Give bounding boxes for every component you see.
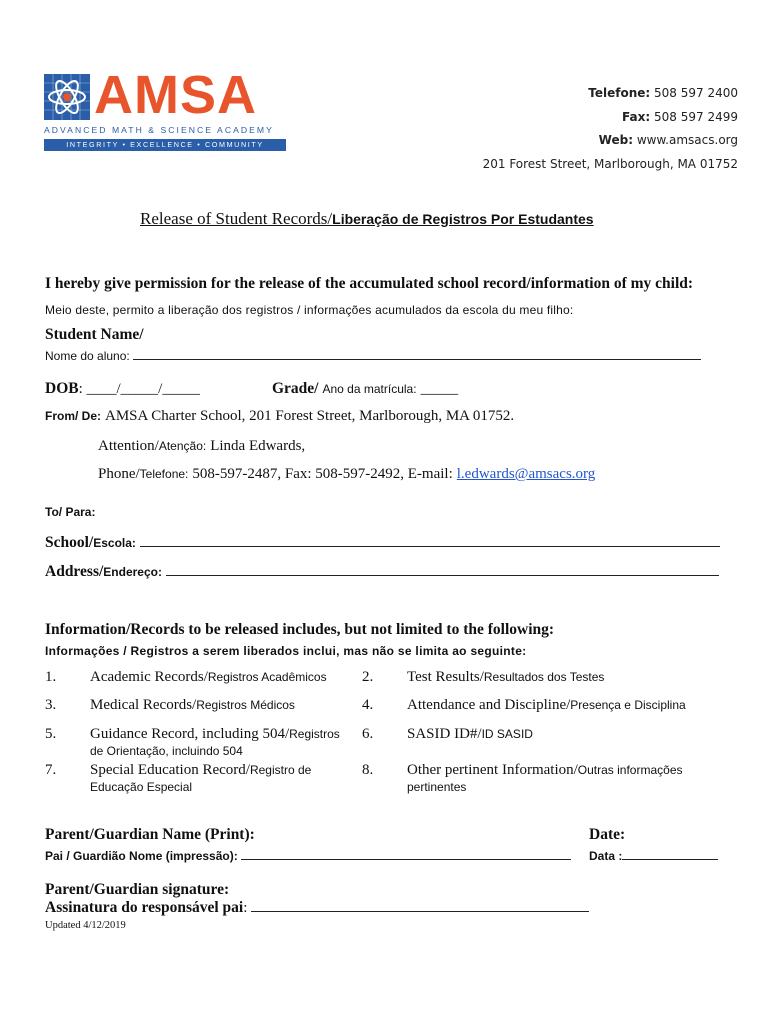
guardian-name-field[interactable] xyxy=(241,847,571,860)
date-row xyxy=(589,847,718,863)
atom-logo-icon xyxy=(44,74,90,120)
school-field[interactable] xyxy=(140,534,720,547)
record-label-en: Other pertinent Information/ xyxy=(407,762,578,778)
contact-fax xyxy=(483,106,738,130)
record-item xyxy=(362,761,683,794)
school-label-pt: Escola: xyxy=(93,536,136,550)
page-title xyxy=(140,209,594,229)
record-item xyxy=(45,761,312,794)
phone-label-en: Phone/ xyxy=(98,466,140,482)
guardian-name-label-pt: Pai / Guardião Nome (impressão): xyxy=(45,849,238,863)
signature-row: Assinatura do responsável pai: xyxy=(45,899,589,917)
logo-wordmark: AMSA xyxy=(94,65,257,125)
record-label-pt: Resultados dos Testes xyxy=(483,670,605,684)
grade-field[interactable]: _____ xyxy=(420,381,459,397)
phone-row xyxy=(98,465,595,483)
record-label-pt: Registro de xyxy=(249,763,312,777)
record-label-en: Special Education Record/ xyxy=(90,762,250,778)
record-label-en: SASID ID#/ xyxy=(407,726,482,742)
record-item xyxy=(45,668,327,686)
address-field[interactable] xyxy=(166,563,719,576)
title-en: Release of Student Records/ xyxy=(140,209,333,228)
guardian-name-label-en: Parent/Guardian Name (Print): xyxy=(45,826,255,843)
record-number: 5. xyxy=(45,726,57,742)
attention-value: Linda Edwards, xyxy=(210,438,306,454)
logo-tagline: INTEGRITY • EXCELLENCE • COMMUNITY xyxy=(44,139,286,151)
record-label-pt: Presença e Disciplina xyxy=(570,698,686,712)
address-label-pt: Endereço: xyxy=(103,565,162,579)
signature-label-pt: Assinatura do responsável pai xyxy=(45,899,244,916)
contact-block xyxy=(483,82,738,176)
phone-fax-value: 508-597-2487, Fax: 508-597-2492, E-mail: xyxy=(192,466,453,482)
permission-en: I hereby give permission for the release of the accumulated school record/information of my child: xyxy=(45,275,694,292)
fax-value: 508 597 2499 xyxy=(654,109,738,124)
record-label-en: Test Results/ xyxy=(407,669,484,685)
record-number: 6. xyxy=(362,726,374,742)
record-item xyxy=(362,668,605,686)
from-value: AMSA Charter School, 201 Forest Street, Marlborough, MA 01752. xyxy=(105,408,515,424)
record-number: 4. xyxy=(362,697,374,713)
contact-phone xyxy=(483,82,738,106)
record-number: 1. xyxy=(45,669,57,685)
school-row xyxy=(45,534,720,552)
signature-field[interactable] xyxy=(251,899,589,912)
record-number: 2. xyxy=(362,669,374,685)
dob-row xyxy=(45,380,200,398)
fax-label: Fax: xyxy=(622,109,651,124)
web-value[interactable]: www.amsacs.org xyxy=(636,133,738,147)
from-row xyxy=(45,407,514,425)
contact-web xyxy=(483,129,738,153)
attention-row xyxy=(98,437,305,455)
contact-address: 201 Forest Street, Marlborough, MA 01752 xyxy=(482,156,738,171)
record-label-pt: Registros Médicos xyxy=(196,698,295,712)
record-label-en: Academic Records/ xyxy=(90,669,208,685)
web-label: Web: xyxy=(598,133,634,147)
record-label-pt-continued: de Orientação, incluindo 504 xyxy=(90,744,243,758)
address-label-en: Address/ xyxy=(45,563,104,580)
grade-label-pt: Ano da matrícula: xyxy=(322,382,417,396)
phone-value: 508 597 2400 xyxy=(654,86,738,100)
student-name-row xyxy=(45,347,701,363)
record-label-pt-continued: pertinentes xyxy=(407,780,467,794)
record-label-pt-continued: Educação Especial xyxy=(90,780,193,794)
attention-label-pt: Atenção: xyxy=(158,439,207,453)
record-label-en: Guidance Record, including 504/ xyxy=(90,726,290,742)
records-heading-pt: Informações / Registros a serem liberados inclui, mas não se limita ao seguinte: xyxy=(45,644,527,658)
grade-row xyxy=(272,380,458,398)
record-item xyxy=(45,725,340,758)
updated-date: Updated 4/12/2019 xyxy=(45,920,126,931)
address-row xyxy=(45,563,719,581)
student-name-label-pt: Nome do aluno: xyxy=(45,349,130,363)
phone-label: Telefone: xyxy=(588,86,651,100)
record-item xyxy=(45,696,295,714)
logo-subtitle: ADVANCED MATH & SCIENCE ACADEMY xyxy=(44,125,274,135)
record-label-en: Attendance and Discipline/ xyxy=(407,697,571,713)
amsa-logo xyxy=(44,65,290,156)
record-label-pt: Outras informações xyxy=(577,763,683,777)
student-name-field[interactable] xyxy=(133,347,701,360)
date-label-pt: Data : xyxy=(589,849,623,863)
permission-pt: Meio deste, permito a liberação dos registros / informações acumulados da escola du meu filho: xyxy=(45,303,574,317)
student-name-label-en: Student Name/ xyxy=(45,326,144,343)
signature-label-en: Parent/Guardian signature: xyxy=(45,881,230,898)
guardian-name-row xyxy=(45,847,571,863)
record-number: 7. xyxy=(45,762,57,778)
record-label-pt: Registros Acadêmicos xyxy=(207,670,327,684)
dob-label: DOB xyxy=(45,380,79,397)
record-number: 8. xyxy=(362,762,374,778)
record-item xyxy=(362,696,686,714)
record-number: 3. xyxy=(45,697,57,713)
records-heading-en: Information/Records to be released includes, but not limited to the following: xyxy=(45,621,555,638)
grade-label-en: Grade/ xyxy=(272,380,319,397)
from-label: From/ De: xyxy=(45,409,102,423)
record-item xyxy=(362,725,533,743)
date-field[interactable] xyxy=(622,847,718,860)
school-label-en: School/ xyxy=(45,534,94,551)
dob-field[interactable]: : ____/_____/_____ xyxy=(78,381,200,397)
title-pt: Liberação de Registros Por Estudantes xyxy=(332,211,594,227)
phone-label-pt: Telefone: xyxy=(139,467,189,481)
to-label: To/ Para: xyxy=(45,505,96,519)
attention-label-en: Attention/ xyxy=(98,438,159,454)
record-label-en: Medical Records/ xyxy=(90,697,197,713)
record-label-pt: ID SASID xyxy=(481,727,533,741)
email-link[interactable]: l.edwards@amsacs.org xyxy=(456,466,596,482)
date-label-en: Date: xyxy=(589,826,626,843)
record-label-pt: Registros xyxy=(289,727,340,741)
